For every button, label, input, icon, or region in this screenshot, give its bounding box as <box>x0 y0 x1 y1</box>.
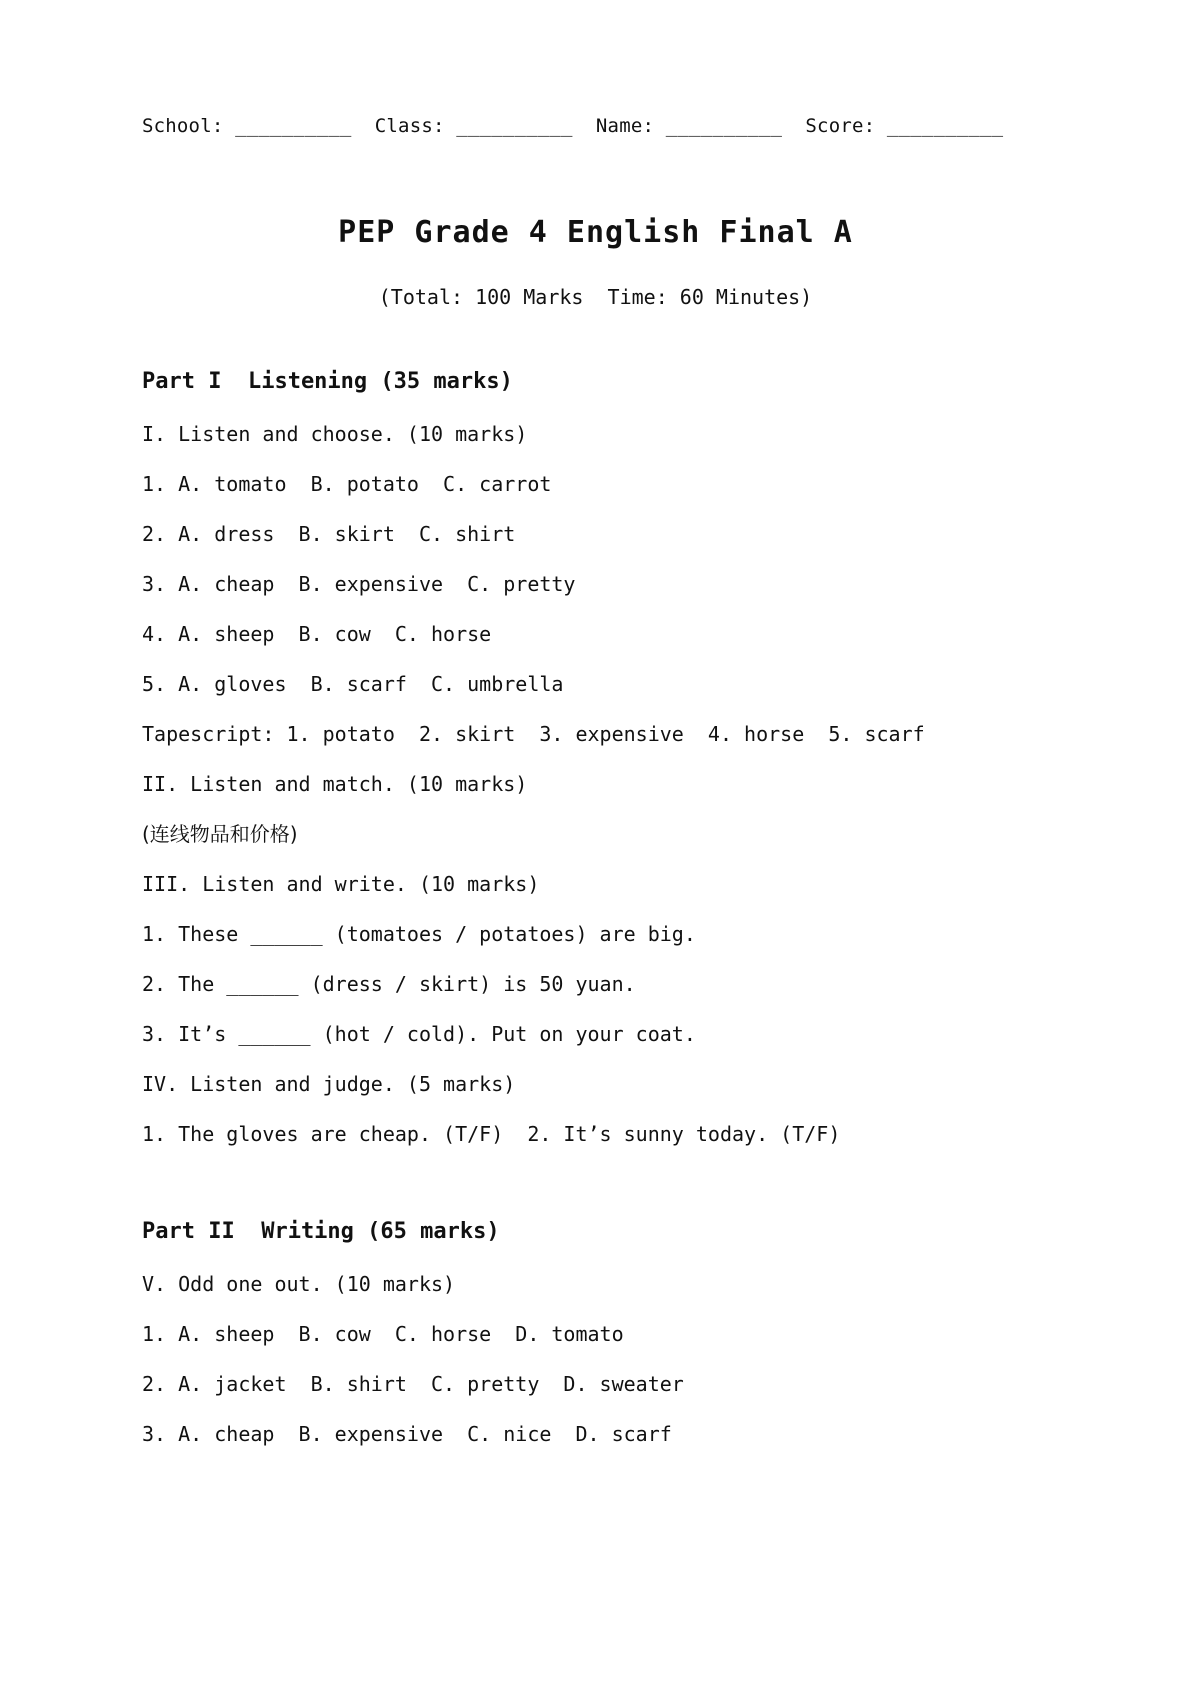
section2-note: (连线物品和价格) <box>142 822 298 846</box>
student-info-fields: School: __________ Class: __________ Name: __________ Score: __________ <box>142 115 1004 137</box>
question-item: 2. A. dress B. skirt C. shirt <box>142 522 516 546</box>
question-item: 1. A. sheep B. cow C. horse D. tomato <box>142 1322 624 1346</box>
question-item: 3. A. cheap B. expensive C. pretty <box>142 572 576 596</box>
question-item: 5. A. gloves B. scarf C. umbrella <box>142 672 564 696</box>
question-item: 4. A. sheep B. cow C. horse <box>142 622 492 646</box>
section4-heading: IV. Listen and judge. (5 marks) <box>142 1072 516 1096</box>
question-item: 1. The gloves are cheap. (T/F) 2. It’s sunny today. (T/F) <box>142 1122 841 1146</box>
section2-heading: II. Listen and match. (10 marks) <box>142 772 528 796</box>
exam-info: (Total: 100 Marks Time: 60 Minutes) <box>378 285 813 309</box>
part2-title: Part II Writing (65 marks) <box>142 1219 500 1244</box>
tapescript: Tapescript: 1. potato 2. skirt 3. expensive 4. horse 5. scarf <box>142 722 925 746</box>
question-item: 1. These ______ (tomatoes / potatoes) are big. <box>142 922 696 946</box>
section1-heading: I. Listen and choose. (10 marks) <box>142 422 528 446</box>
question-item: 2. A. jacket B. shirt C. pretty D. sweater <box>142 1372 684 1396</box>
question-item: 2. The ______ (dress / skirt) is 50 yuan. <box>142 972 636 996</box>
page-title: PEP Grade 4 English Final A <box>338 215 853 250</box>
question-item: 3. A. cheap B. expensive C. nice D. scarf <box>142 1422 672 1446</box>
part1-title: Part I Listening (35 marks) <box>142 369 513 394</box>
section5-heading: V. Odd one out. (10 marks) <box>142 1272 456 1296</box>
question-item: 1. A. tomato B. potato C. carrot <box>142 472 552 496</box>
question-item: 3. It’s ______ (hot / cold). Put on your coat. <box>142 1022 696 1046</box>
section3-heading: III. Listen and write. (10 marks) <box>142 872 540 896</box>
